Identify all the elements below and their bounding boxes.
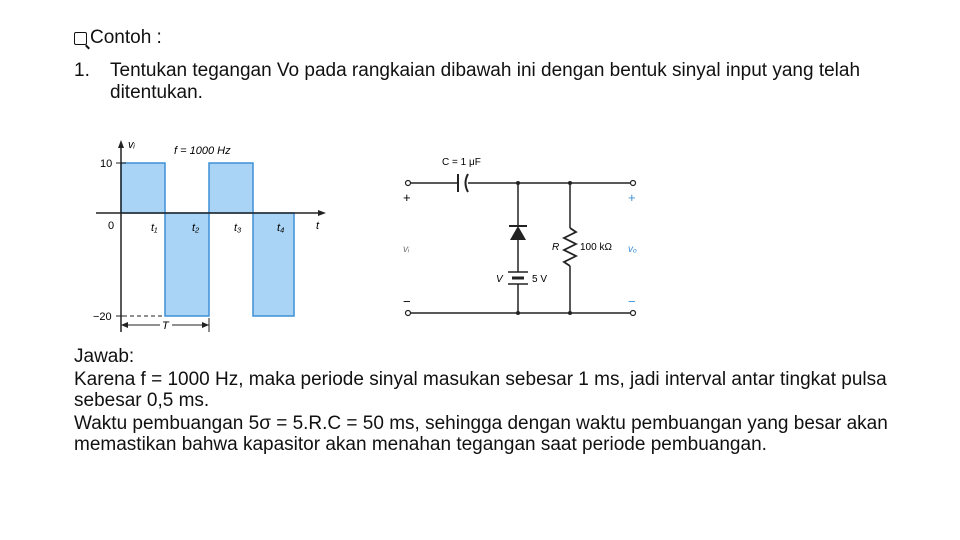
period-label: T [162, 320, 169, 332]
output-terminal-top [631, 181, 636, 186]
diode-symbol [509, 226, 527, 240]
t1-label: t₁ [151, 222, 158, 234]
resistor-value-label: 100 kΩ [580, 242, 612, 253]
question-number: 1. [74, 60, 90, 81]
question-text: Tentukan tegangan Vo pada rangkaian dibawah ini dengan bentuk sinyal input yang telah ditentukan. [110, 60, 861, 103]
question-item [74, 60, 894, 104]
y-axis-label: vᵢ [128, 139, 135, 151]
answer-paragraph-2: Waktu pembuangan 5σ = 5.R.C = 50 ms, sehingga dengan waktu pembuangan yang besar akan memastikan bahwa kapasitor akan menahan tegangan saat periode pembuangan. [74, 413, 888, 455]
resistor-r-label: R [552, 242, 560, 253]
answer-section [74, 346, 904, 457]
heading-text: Contoh : [90, 27, 162, 48]
t4-label: t₄ [277, 222, 285, 234]
checkbox-bullet-icon [74, 32, 87, 45]
capacitor-label: C = 1 μF [442, 157, 481, 168]
input-terminal-bottom [406, 311, 411, 316]
capacitor-symbol [458, 174, 468, 192]
pulse-high-2 [209, 163, 253, 213]
y-axis-arrow-icon [118, 140, 124, 148]
x-axis-arrow-icon [318, 210, 326, 216]
input-voltage-label: vᵢ [403, 244, 410, 255]
input-minus-sign: − [403, 294, 411, 309]
t3-label: t₃ [234, 222, 242, 234]
pulse-low-1 [165, 213, 209, 316]
answer-title: Jawab: [74, 346, 135, 367]
time-axis-label: t [316, 220, 320, 232]
pulse-low-2 [253, 213, 294, 316]
tick-label-0: 0 [108, 220, 115, 232]
resistor-symbol [564, 228, 576, 266]
battery-v-label: V [496, 274, 503, 285]
output-terminal-bottom [631, 311, 636, 316]
output-minus-sign: − [628, 294, 636, 309]
t2-label: t₂ [192, 222, 200, 234]
example-heading [74, 27, 162, 49]
input-terminal-top [406, 181, 411, 186]
clamper-circuit [390, 148, 650, 328]
output-plus-sign: + [628, 190, 636, 205]
tick-label-10: 10 [100, 158, 113, 170]
frequency-label: f = 1000 Hz [174, 145, 231, 157]
pulse-high-1 [121, 163, 165, 213]
input-waveform [88, 132, 338, 342]
battery-symbol [508, 272, 528, 284]
battery-value-label: 5 V [532, 274, 548, 285]
answer-paragraph-1: Karena f = 1000 Hz, maka periode sinyal masukan sebesar 1 ms, jadi interval antar tingkat pulsa sebesar 0,5 ms. [74, 369, 887, 411]
input-plus-sign: + [403, 190, 411, 205]
tick-label-neg20: −20 [93, 311, 112, 323]
output-voltage-label: vₒ [628, 244, 637, 255]
